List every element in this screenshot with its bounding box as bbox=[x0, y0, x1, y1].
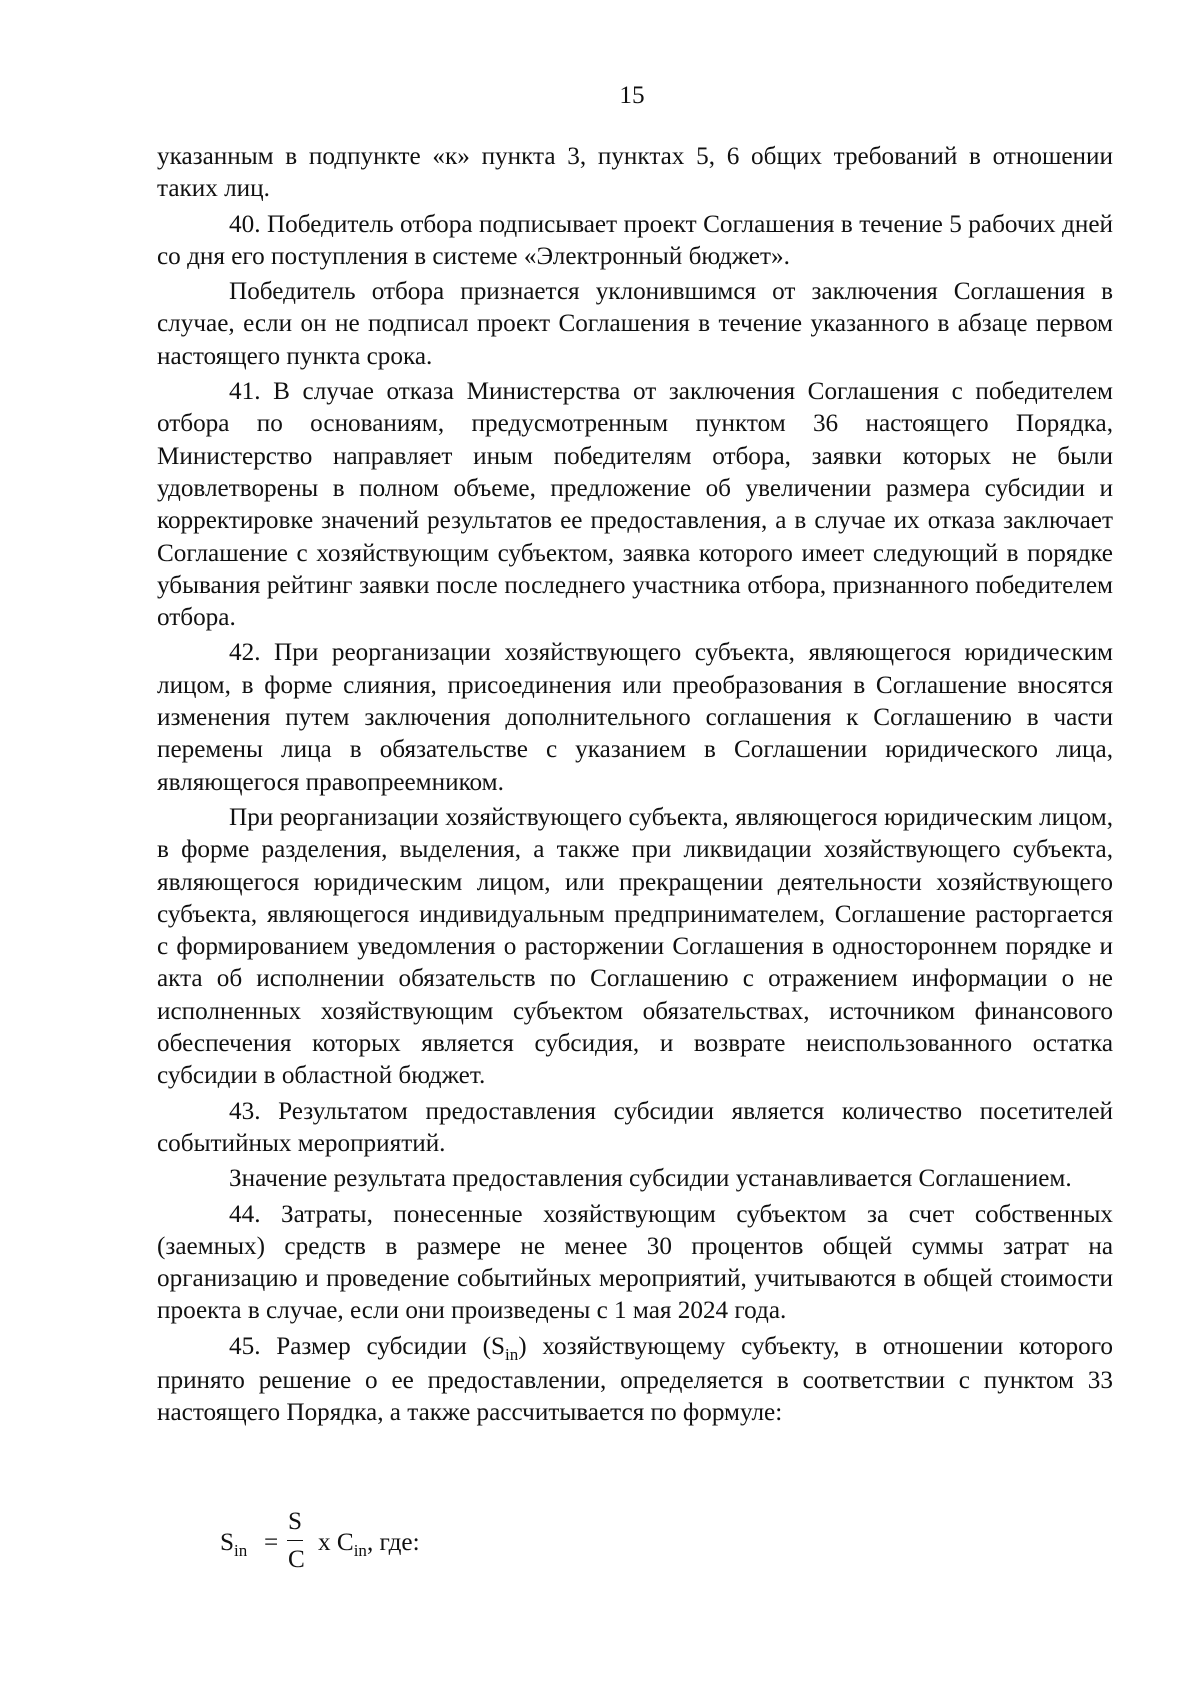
paragraph-continuation: указанным в подпункте «к» пункта 3, пунктах 5, 6 общих требований в отношении таких лиц. bbox=[157, 143, 1113, 203]
formula-rhs-subscript: in bbox=[353, 1541, 367, 1560]
subscript-in: in bbox=[504, 1344, 519, 1364]
formula-lhs-symbol: S bbox=[220, 1529, 235, 1556]
formula-denominator: C bbox=[288, 1546, 305, 1573]
paragraph-43-second: Значение результата предоставления субсидии устанавливается Соглашением. bbox=[229, 1165, 1072, 1193]
paragraph-45-start: 45. Размер субсидии (S bbox=[229, 1332, 505, 1360]
paragraph-45 bbox=[157, 1331, 1113, 1430]
formula-lhs-subscript: in bbox=[234, 1541, 248, 1560]
paragraph-40-second: Победитель отбора признается уклонившимся от заключения Соглашения в случае, если он не подписал проект Соглашения в течение указанного в абзаце первом настоящего пункта срока. bbox=[157, 278, 1113, 370]
paragraph-43: 43. Результатом предоставления субсидии является количество посетителей событийных мероприятий. bbox=[157, 1097, 1113, 1157]
page-number: 15 bbox=[619, 82, 645, 109]
formula-times: x C bbox=[318, 1529, 354, 1556]
formula-lhs bbox=[220, 1527, 247, 1561]
fraction-bar bbox=[287, 1540, 303, 1541]
paragraph-42-second: При реорганизации хозяйствующего субъекта, являющегося юридическим лицом, в форме разделения, выделения, а также при ликвидации хозяйствующего субъекта, являющегося юридическим лицом, или прекращении деятельности хозяйствующего субъекта, являющегося индивидуальным предпринимателем, Соглашение расторгается с формированием уведомления о расторжении Соглашения в одностороннем порядке и акта об исполнении обязательств по Соглашению с отражением информации о не исполненных хозяйствующим субъектом обязательствах, источником финансового обеспечения которых является субсидия, и возврате неиспользованного остатка субсидии в областной бюджет. bbox=[157, 803, 1113, 1090]
body-text bbox=[157, 141, 1113, 1430]
paragraph-42: 42. При реорганизации хозяйствующего субъекта, являющегося юридическим лицом, в форме слияния, присоединения или преобразования в Соглашение вносятся изменения путем заключения дополнительного соглашения к Соглашению в части перемены лица в обязательстве с указанием в Соглашении юридического лица, являющегося правопреемником. bbox=[157, 639, 1113, 796]
paragraph-45-rest: ) хозяйствующему субъекту, в отношении которого принято решение о ее предоставлении, определяется в соответствии с пунктом 33 настоящего Порядка, а также рассчитывается по формуле: bbox=[157, 1332, 1113, 1427]
formula-rhs bbox=[318, 1527, 420, 1561]
formula-numerator: S bbox=[288, 1508, 303, 1535]
paragraph-40: 40. Победитель отбора подписывает проект Соглашения в течение 5 рабочих дней со дня его поступления в системе «Электронный бюджет». bbox=[157, 210, 1113, 270]
formula-tail: , где: bbox=[366, 1529, 420, 1556]
formula-equals: = bbox=[264, 1529, 279, 1556]
paragraph-44: 44. Затраты, понесенные хозяйствующим субъектом за счет собственных (заемных) средств в размере не менее 30 процентов общей суммы затрат на организацию и проведение событийных мероприятий, учитываются в общей стоимости проекта в случае, если они произведены с 1 мая 2024 года. bbox=[157, 1200, 1113, 1325]
paragraph-41: 41. В случае отказа Министерства от заключения Соглашения с победителем отбора по основаниям, предусмотренным пунктом 36 настоящего Порядка, Министерство направляет иным победителям отбора, заявки которых не были удовлетворены в полном объеме, предложение об увеличении размера субсидии и корректировке значений результатов ее предоставления, а в случае их отказа заключает Соглашение с хозяйствующим субъектом, заявка которого имеет следующий в порядке убывания рейтинг заявки после последнего участника отбора, признанного победителем отбора. bbox=[157, 378, 1113, 632]
